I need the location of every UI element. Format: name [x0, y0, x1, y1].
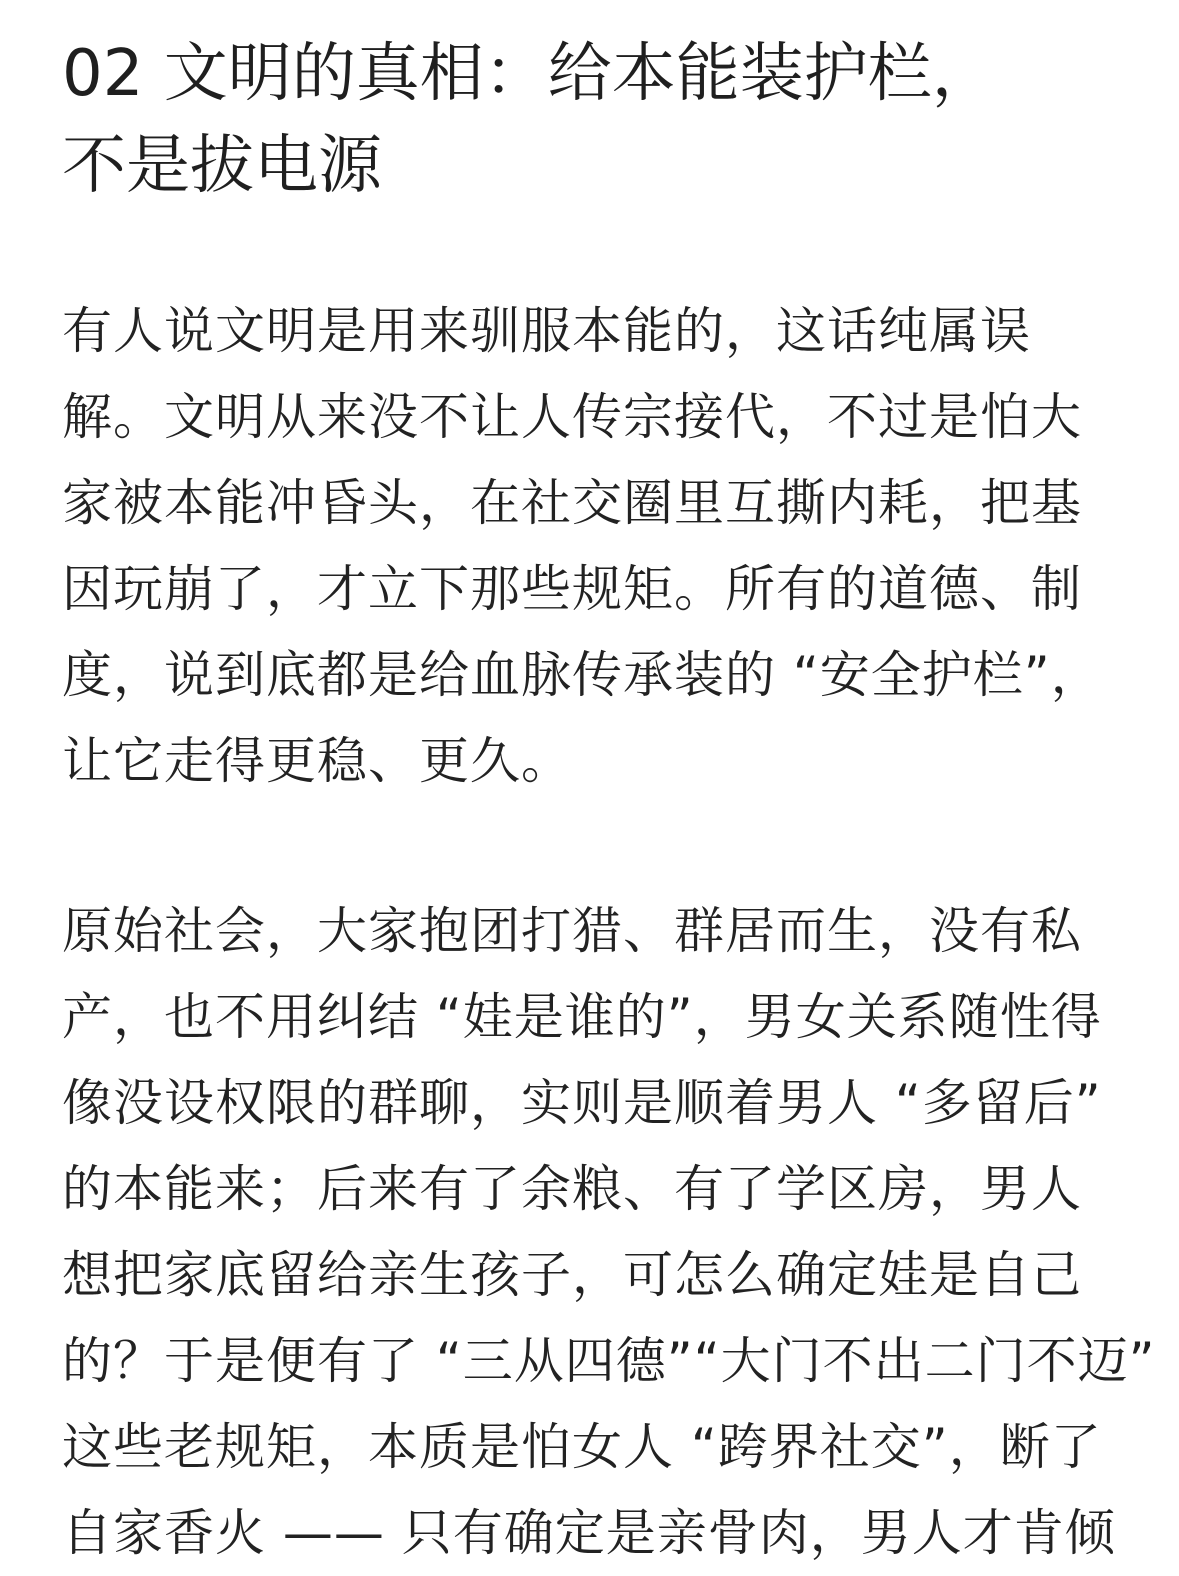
- paragraph-line: 的？于是便有了 “三从四德”“大门不出二门不迈”: [62, 1332, 1156, 1390]
- paragraph-line: 想把家底留给亲生孩子，可怎么确定娃是自己: [62, 1246, 1082, 1304]
- title-line: 不是拔电源: [62, 129, 382, 203]
- paragraph-line: 有人说文明是用来驯服本能的，这话纯属误: [62, 302, 1031, 360]
- paragraph-line: 像没设权限的群聊，实则是顺着男人 “多留后”: [62, 1074, 1102, 1132]
- paragraph-line: 度，说到底都是给血脉传承装的 “安全护栏”，: [62, 646, 1102, 704]
- paragraph: [62, 888, 1156, 1576]
- article: [62, 0, 1156, 1576]
- paragraph-line: 原始社会，大家抱团打猎、群居而生，没有私: [62, 902, 1082, 960]
- paragraph: [62, 288, 1118, 804]
- paragraph-line: 解。文明从来没不让人传宗接代，不过是怕大: [62, 388, 1082, 446]
- title-line: 02 文明的真相：给本能装护栏，: [62, 37, 996, 111]
- paragraph-line: 产，也不用纠结 “娃是谁的”，男女关系随性得: [62, 988, 1102, 1046]
- paragraph-line: 家被本能冲昏头，在社交圈里互撕内耗，把基: [62, 474, 1082, 532]
- paragraph-line: 这些老规矩，本质是怕女人 “跨界社交”，断了: [62, 1418, 1102, 1476]
- article-title: [62, 0, 1118, 212]
- paragraph-line: 的本能来；后来有了余粮、有了学区房，男人: [62, 1160, 1082, 1218]
- paragraph-line: 让它走得更稳、更久。: [62, 732, 572, 790]
- paragraph-line: 因玩崩了，才立下那些规矩。所有的道德、制: [62, 560, 1082, 618]
- paragraph-line: 自家香火 —— 只有确定是亲骨肉，男人才肯倾: [62, 1504, 1116, 1562]
